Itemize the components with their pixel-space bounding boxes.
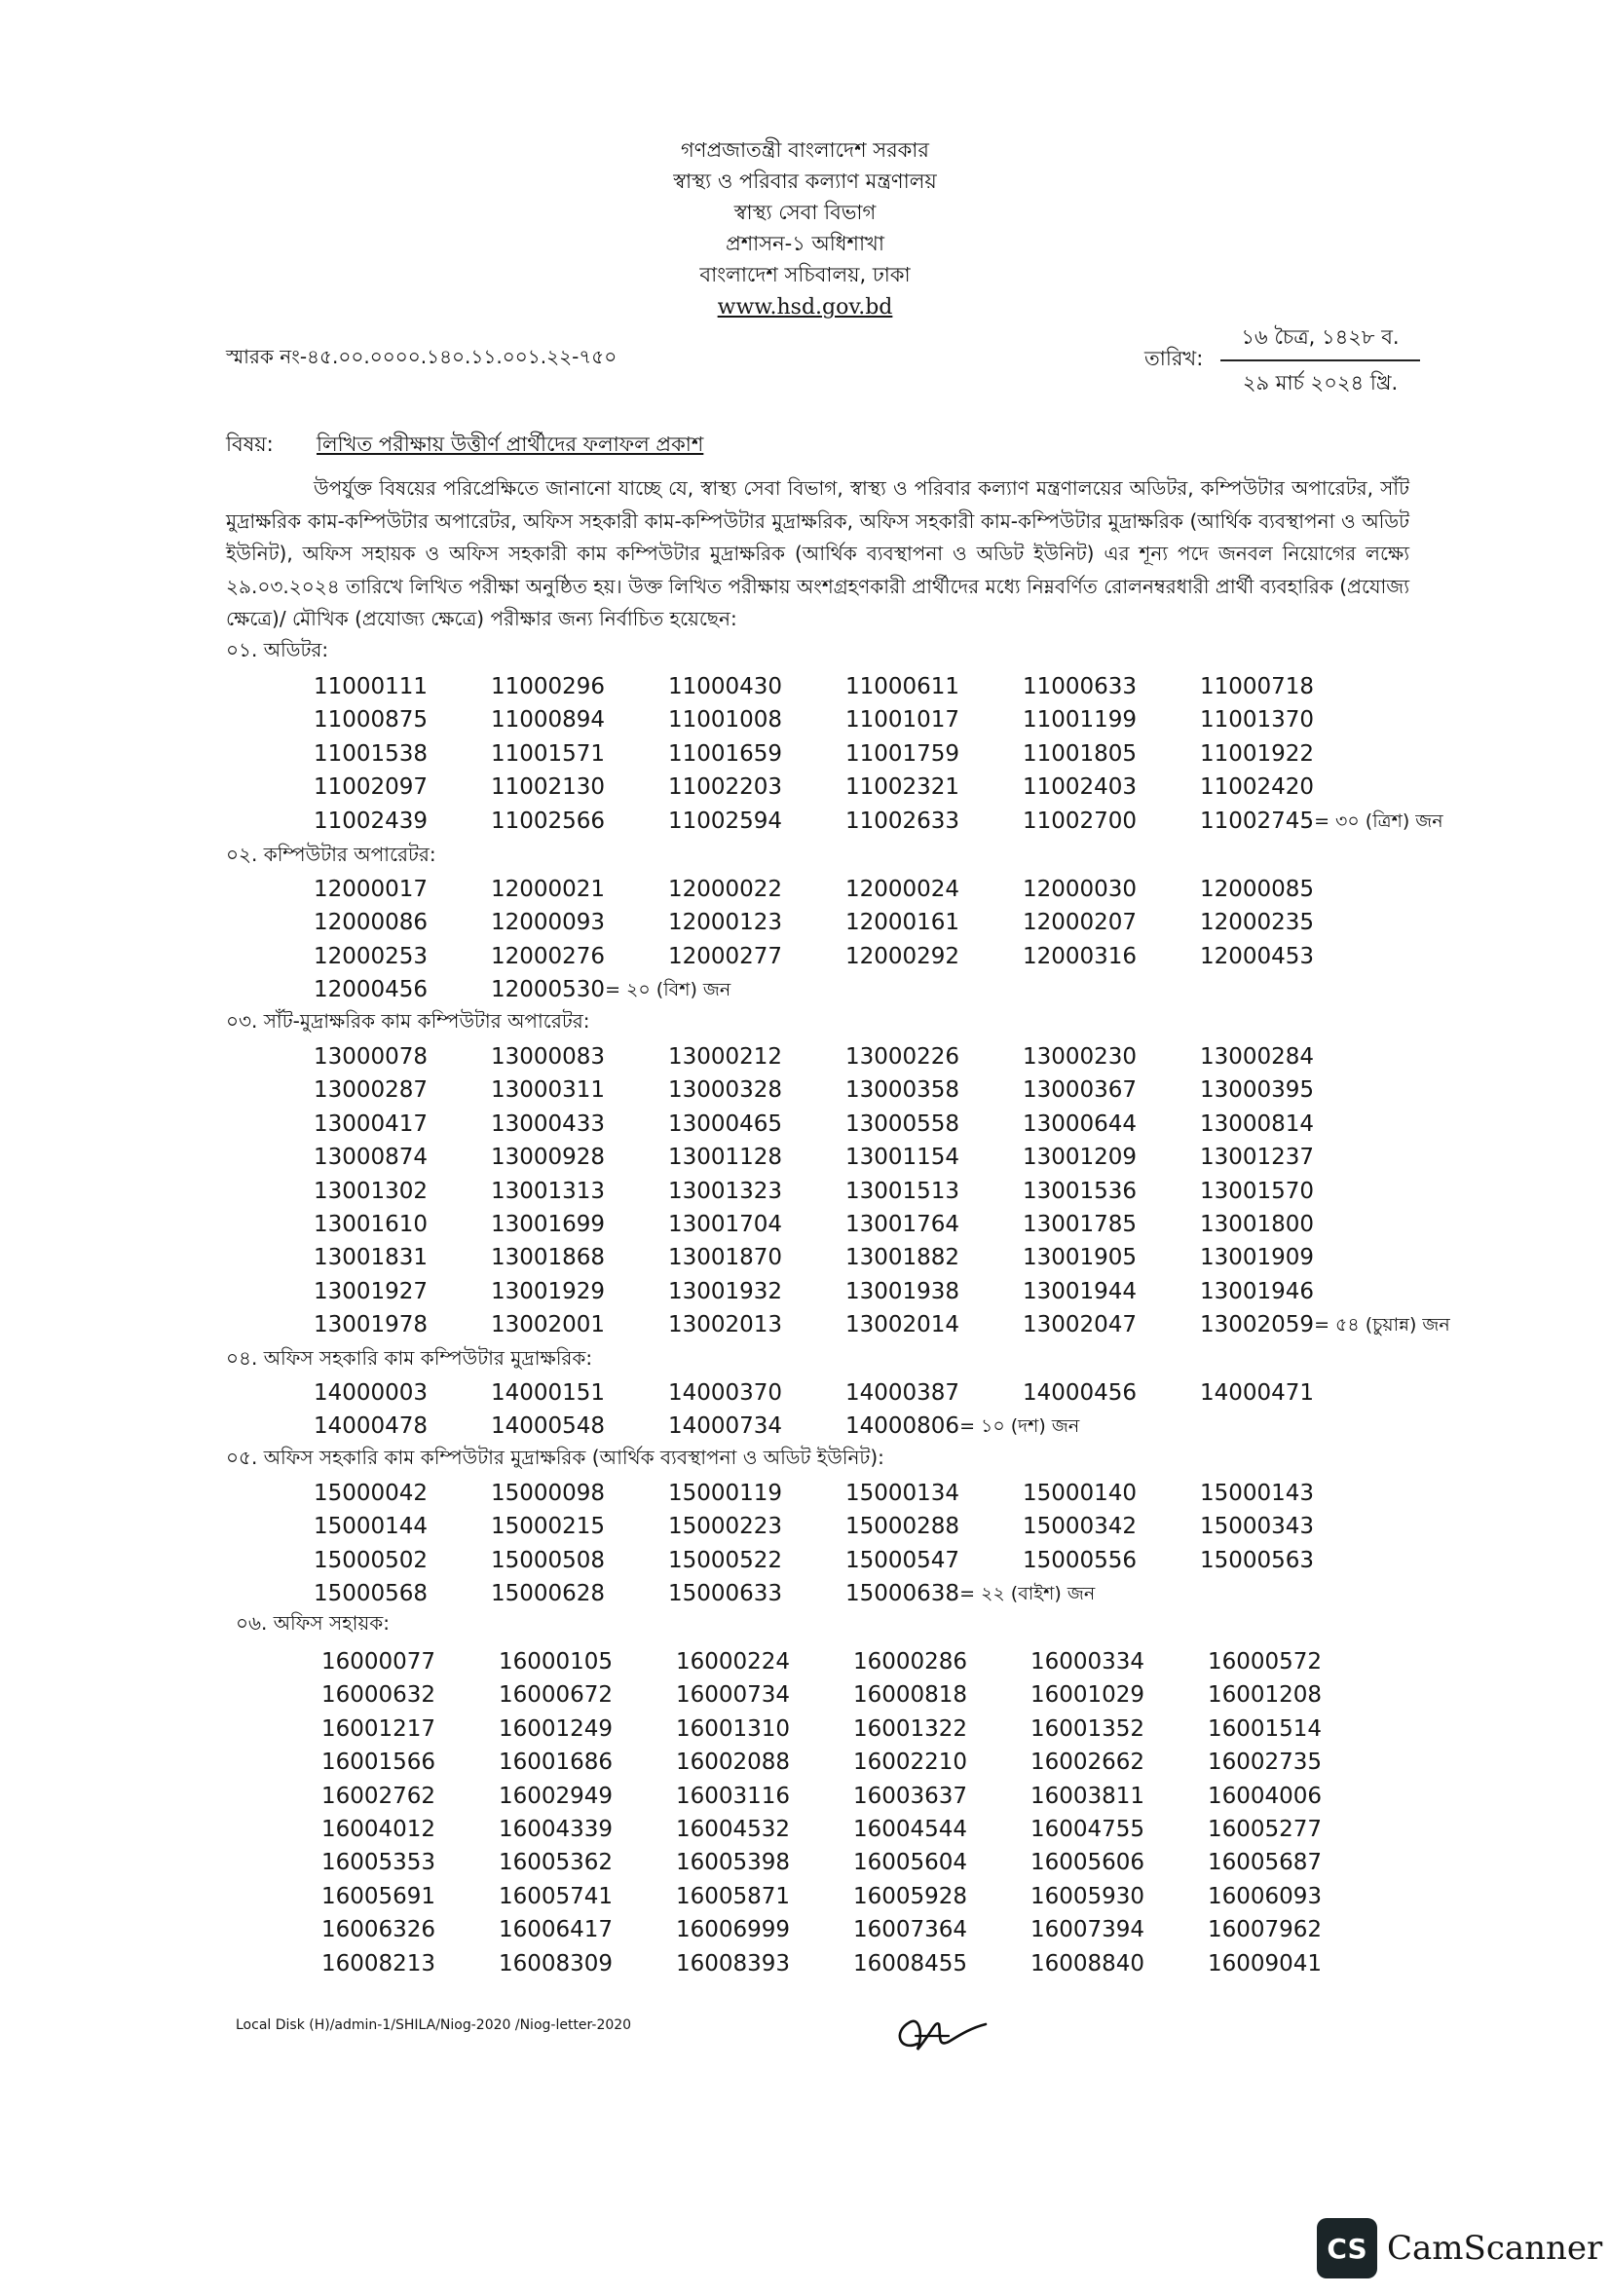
roll-number: 13001513 xyxy=(845,1178,960,1204)
roll-number: 12000456 xyxy=(314,977,429,1003)
letterhead xyxy=(0,134,1610,323)
roll-row xyxy=(314,703,1443,736)
roll-number: 11002403 xyxy=(1023,774,1138,801)
roll-number: 15000143 xyxy=(1200,1481,1315,1506)
roll-number: 11001571 xyxy=(491,740,606,767)
roll-number: 16000224 xyxy=(676,1649,791,1675)
roll-number: 13001764 xyxy=(845,1211,960,1237)
roll-number: 14000478 xyxy=(314,1413,429,1440)
roll-number: 13000287 xyxy=(314,1077,429,1104)
roll-number: 13001944 xyxy=(1023,1278,1138,1304)
roll-number: 13001785 xyxy=(1023,1211,1138,1237)
roll-number: 13001882 xyxy=(845,1245,960,1271)
roll-number: 13001699 xyxy=(491,1211,606,1237)
roll-number: 14000806 xyxy=(845,1413,960,1440)
roll-number: 16002210 xyxy=(853,1750,968,1776)
memo-number: স্মারক নং-৪৫.০০.০০০০.১৪০.১১.০০১.২২-৭৫০ xyxy=(226,345,618,368)
roll-number: 16005362 xyxy=(499,1850,614,1876)
subject-label: বিষয়: xyxy=(226,433,274,456)
website-link[interactable]: www.hsd.gov.bd xyxy=(717,295,893,320)
roll-number: 11002566 xyxy=(491,808,606,834)
roll-number: 12000017 xyxy=(314,877,429,902)
roll-number: 16002088 xyxy=(676,1750,791,1776)
roll-row xyxy=(314,1241,1450,1274)
roll-row xyxy=(314,1510,1377,1543)
roll-number: 16001566 xyxy=(321,1750,436,1776)
roll-number: 14000734 xyxy=(668,1413,783,1440)
roll-number: 15000223 xyxy=(668,1514,783,1540)
roll-number: 12000030 xyxy=(1023,877,1138,902)
roll-number: 16005930 xyxy=(1030,1883,1145,1909)
file-path-footer: Local Disk (H)/admin-1/SHILA/Niog-2020 /Niog-letter-2020 xyxy=(236,2017,632,2033)
roll-number: 15000556 xyxy=(1023,1547,1138,1573)
wing-name: প্রশাসন-১ অধিশাখা xyxy=(726,232,884,255)
roll-row xyxy=(314,1577,1377,1610)
roll-number: 13000928 xyxy=(491,1145,606,1171)
roll-number: 11002420 xyxy=(1200,774,1315,801)
roll-row xyxy=(314,1376,1377,1410)
roll-number: 11001199 xyxy=(1023,707,1138,734)
roll-number: 14000548 xyxy=(491,1413,606,1440)
govt-name: গণপ্রজাতন্ত্রী বাংলাদেশ সরকার xyxy=(681,138,929,162)
roll-number: 12000024 xyxy=(845,877,960,902)
date-block xyxy=(1220,321,1420,401)
roll-number: 13001909 xyxy=(1200,1245,1315,1271)
roll-number: 15000633 xyxy=(668,1581,783,1607)
roll-number: 12000316 xyxy=(1023,943,1138,969)
roll-number: 11001659 xyxy=(668,740,783,767)
roll-number: 16008455 xyxy=(853,1950,968,1976)
roll-number: 12000093 xyxy=(491,910,606,936)
roll-number: 16006326 xyxy=(321,1917,436,1943)
roll-number: 13002014 xyxy=(845,1312,960,1338)
roll-number: 13001800 xyxy=(1200,1211,1315,1237)
subject-text: লিখিত পরীক্ষায় উত্তীর্ণ প্রার্থীদের ফলাফল প্রকাশ xyxy=(317,433,704,456)
roll-number: 12000161 xyxy=(845,910,960,936)
roll-row xyxy=(314,1208,1450,1241)
roll-list-stenographer xyxy=(314,1040,1450,1342)
roll-number: 12000253 xyxy=(314,943,429,969)
roll-number: 13000367 xyxy=(1023,1077,1138,1104)
roll-list-auditor xyxy=(314,670,1443,838)
roll-number: 12000292 xyxy=(845,943,960,969)
section-total: = ৩০ (ত্রিশ) জন xyxy=(1314,809,1443,832)
roll-number: 14000387 xyxy=(845,1380,960,1406)
roll-number: 11001922 xyxy=(1200,740,1315,767)
section-title-office-assistant-finance: ০৫. অফিস সহকারি কাম কম্পিউটার মুদ্রাক্ষরিক (আর্থিক ব্যবস্থাপনা ও অডিট ইউনিট): xyxy=(226,1446,884,1469)
roll-number: 15000568 xyxy=(314,1581,429,1607)
roll-number: 16001208 xyxy=(1208,1682,1323,1709)
roll-number: 16005928 xyxy=(853,1883,968,1909)
roll-number: 16001352 xyxy=(1030,1715,1145,1742)
roll-number: 11000430 xyxy=(668,674,783,699)
roll-number: 13000465 xyxy=(668,1110,783,1137)
roll-row xyxy=(314,940,1377,973)
roll-number: 11000718 xyxy=(1200,674,1315,699)
roll-number: 16000672 xyxy=(499,1682,614,1709)
roll-row xyxy=(314,1175,1450,1208)
section-title-computer-operator: ০২. কম্পিউটার অপারেটর: xyxy=(226,843,436,866)
section-title-auditor: ০১. অডিটর: xyxy=(226,638,329,661)
roll-number: 16004012 xyxy=(321,1816,436,1842)
roll-number: 16008213 xyxy=(321,1950,436,1976)
roll-number: 15000215 xyxy=(491,1514,606,1540)
roll-number: 12000021 xyxy=(491,877,606,902)
roll-number: 16000286 xyxy=(853,1649,968,1675)
roll-number: 16006093 xyxy=(1208,1883,1323,1909)
roll-row xyxy=(314,805,1443,838)
roll-number: 13001868 xyxy=(491,1245,606,1271)
roll-number: 13002001 xyxy=(491,1312,606,1338)
roll-number: 16001686 xyxy=(499,1750,614,1776)
roll-number: 13001323 xyxy=(668,1178,783,1204)
roll-number: 13002059 xyxy=(1200,1312,1315,1338)
roll-number: 15000144 xyxy=(314,1514,429,1540)
roll-number: 16002762 xyxy=(321,1783,436,1809)
roll-row xyxy=(321,1713,1385,1746)
roll-number: 13001929 xyxy=(491,1278,606,1304)
roll-number: 16005353 xyxy=(321,1850,436,1876)
roll-number: 11001759 xyxy=(845,740,960,767)
roll-number: 13000814 xyxy=(1200,1110,1315,1137)
roll-number: 13000433 xyxy=(491,1110,606,1137)
roll-row xyxy=(314,1141,1450,1174)
roll-number: 13000284 xyxy=(1200,1044,1315,1070)
body-paragraph: উপর্যুক্ত বিষয়ের পরিপ্রেক্ষিতে জানানো যাচ্ছে যে, স্বাস্থ্য সেবা বিভাগ, স্বাস্থ্য ও পরিবার কল্যাণ মন্ত্রণালয়ের অডিটর, কম্পিউটার অপারেটর, সাঁট মুদ্রাক্ষরিক কাম-কম্পিউটার অপারেটর, অফিস সহকারী কাম-কম্পিউটার মুদ্রাক্ষরিক, অফিস সহকারী কাম-কম্পিউটার মুদ্রাক্ষরিক (আর্থিক ব্যবস্থাপনা ও অডিট ইউনিট), অফিস সহায়ক ও অফিস সহকারী কাম কম্পিউটার মুদ্রাক্ষরিক (আর্থিক ব্যবস্থাপনা ও অডিট ইউনিট) এর শূন্য পদে জনবল নিয়োগের লক্ষ্যে ২৯.০৩.২০২৪ তারিখে লিখিত পরীক্ষা অনুষ্ঠিত হয়। উক্ত লিখিত পরীক্ষায় অংশগ্রহণকারী প্রার্থীদের মধ্যে নিম্নবর্ণিত রোলনম্বরধারী প্রার্থী ব্যবহারিক (প্রযোজ্য ক্ষেত্রে)/ মৌখিক (প্রযোজ্য ক্ষেত্রে) পরীক্ষার জন্য নির্বাচিত হয়েছেন: xyxy=(226,476,1409,630)
section-total: = ১০ (দশ) জন xyxy=(959,1415,1080,1438)
roll-number: 16005687 xyxy=(1208,1850,1323,1876)
roll-number: 16005277 xyxy=(1208,1816,1323,1842)
roll-number: 16000077 xyxy=(321,1649,436,1675)
roll-number: 11001017 xyxy=(845,707,960,734)
roll-number: 13000311 xyxy=(491,1077,606,1104)
roll-row xyxy=(314,1040,1450,1073)
roll-row xyxy=(314,1410,1377,1443)
roll-number: 14000151 xyxy=(491,1380,606,1406)
roll-number: 11002594 xyxy=(668,808,783,834)
roll-row xyxy=(314,1073,1450,1107)
roll-number: 13001831 xyxy=(314,1245,429,1271)
roll-number: 14000003 xyxy=(314,1380,429,1406)
roll-number: 13002047 xyxy=(1023,1312,1138,1338)
roll-number: 11000633 xyxy=(1023,674,1138,699)
roll-number: 11000111 xyxy=(314,674,429,699)
roll-number: 13001154 xyxy=(845,1145,960,1171)
roll-number: 16002949 xyxy=(499,1783,614,1809)
roll-number: 16000334 xyxy=(1030,1649,1145,1675)
roll-number: 15000342 xyxy=(1023,1514,1138,1540)
roll-number: 16003116 xyxy=(676,1783,791,1809)
roll-number: 16002735 xyxy=(1208,1750,1323,1776)
roll-number: 11002633 xyxy=(845,808,960,834)
roll-number: 11002130 xyxy=(491,774,606,801)
roll-number: 13001927 xyxy=(314,1278,429,1304)
roll-number: 13001704 xyxy=(668,1211,783,1237)
section-total: = ৫৪ (চুয়ান্ন) জন xyxy=(1314,1314,1450,1336)
roll-number: 12000207 xyxy=(1023,910,1138,936)
roll-number: 16006999 xyxy=(676,1917,791,1943)
roll-list-office-assistant-finance xyxy=(314,1477,1377,1611)
roll-number: 12000530 xyxy=(491,977,606,1003)
roll-number: 16007962 xyxy=(1208,1917,1323,1943)
roll-number: 16000105 xyxy=(499,1649,614,1675)
roll-row xyxy=(314,1544,1377,1577)
roll-number: 13001978 xyxy=(314,1312,429,1338)
roll-number: 16009041 xyxy=(1208,1950,1323,1976)
roll-number: 11001370 xyxy=(1200,707,1315,734)
roll-number: 14000370 xyxy=(668,1380,783,1406)
roll-number: 16002662 xyxy=(1030,1750,1145,1776)
roll-number: 13000226 xyxy=(845,1044,960,1070)
roll-number: 16000632 xyxy=(321,1682,436,1709)
roll-number: 16006417 xyxy=(499,1917,614,1943)
roll-number: 11001538 xyxy=(314,740,429,767)
roll-number: 12000453 xyxy=(1200,943,1315,969)
roll-number: 15000628 xyxy=(491,1581,606,1607)
roll-number: 12000123 xyxy=(668,910,783,936)
roll-number: 15000140 xyxy=(1023,1481,1138,1506)
roll-number: 13000328 xyxy=(668,1077,783,1104)
roll-number: 13001870 xyxy=(668,1245,783,1271)
roll-row xyxy=(314,1108,1450,1141)
roll-number: 11002203 xyxy=(668,774,783,801)
roll-number: 11000875 xyxy=(314,707,429,734)
signature-mark xyxy=(888,2007,995,2065)
roll-number: 15000134 xyxy=(845,1481,960,1506)
date-label: তারিখ: xyxy=(1144,347,1204,370)
roll-number: 12000085 xyxy=(1200,877,1315,902)
roll-number: 12000276 xyxy=(491,943,606,969)
roll-number: 11002321 xyxy=(845,774,960,801)
roll-number: 13001302 xyxy=(314,1178,429,1204)
roll-number: 16003811 xyxy=(1030,1783,1145,1809)
roll-number: 16007364 xyxy=(853,1917,968,1943)
roll-number: 15000638 xyxy=(845,1581,960,1607)
roll-number: 16005604 xyxy=(853,1850,968,1876)
roll-row xyxy=(321,1913,1385,1946)
roll-number: 13000644 xyxy=(1023,1110,1138,1137)
roll-number: 12000235 xyxy=(1200,910,1315,936)
roll-number: 16005741 xyxy=(499,1883,614,1909)
roll-number: 15000508 xyxy=(491,1547,606,1573)
roll-number: 11000611 xyxy=(845,674,960,699)
roll-number: 11002700 xyxy=(1023,808,1138,834)
roll-row xyxy=(321,1780,1385,1813)
roll-number: 15000288 xyxy=(845,1514,960,1540)
roll-row xyxy=(314,906,1377,939)
roll-number: 15000502 xyxy=(314,1547,429,1573)
roll-number: 13001932 xyxy=(668,1278,783,1304)
roll-number: 15000042 xyxy=(314,1481,429,1506)
roll-number: 13001128 xyxy=(668,1145,783,1171)
roll-number: 13001610 xyxy=(314,1211,429,1237)
section-total: = ২০ (বিশ) জন xyxy=(605,979,731,1001)
roll-number: 13000078 xyxy=(314,1044,429,1070)
roll-number: 16004339 xyxy=(499,1816,614,1842)
roll-number: 15000343 xyxy=(1200,1514,1315,1540)
roll-number: 16001322 xyxy=(853,1715,968,1742)
roll-number: 16001217 xyxy=(321,1715,436,1742)
roll-row xyxy=(321,1645,1385,1678)
roll-number: 15000119 xyxy=(668,1481,783,1506)
camscanner-name: CamScanner xyxy=(1387,2229,1603,2268)
roll-number: 13000417 xyxy=(314,1110,429,1137)
division-name: স্বাস্থ্য সেবা বিভাগ xyxy=(733,201,877,224)
roll-number: 13000212 xyxy=(668,1044,783,1070)
roll-number: 16005871 xyxy=(676,1883,791,1909)
roll-number: 16004755 xyxy=(1030,1816,1145,1842)
ministry-name: স্বাস্থ্য ও পরিবার কল্যাণ মন্ত্রণালয় xyxy=(673,169,937,193)
roll-row xyxy=(321,1880,1385,1913)
roll-row xyxy=(314,1477,1377,1510)
roll-number: 12000086 xyxy=(314,910,429,936)
roll-number: 16005398 xyxy=(676,1850,791,1876)
roll-number: 11002745 xyxy=(1200,808,1315,834)
roll-number: 16004532 xyxy=(676,1816,791,1842)
roll-number: 13001313 xyxy=(491,1178,606,1204)
roll-row xyxy=(314,1275,1450,1308)
roll-number: 15000522 xyxy=(668,1547,783,1573)
roll-number: 16000572 xyxy=(1208,1649,1323,1675)
section-total: = ২২ (বাইশ) জন xyxy=(959,1583,1096,1605)
roll-number: 13001946 xyxy=(1200,1278,1315,1304)
roll-number: 15000547 xyxy=(845,1547,960,1573)
roll-row xyxy=(314,771,1443,804)
roll-number: 13001237 xyxy=(1200,1145,1315,1171)
roll-row xyxy=(321,1947,1385,1980)
roll-row xyxy=(314,873,1377,906)
roll-number: 14000471 xyxy=(1200,1380,1315,1406)
roll-number: 16001514 xyxy=(1208,1715,1323,1742)
roll-number: 13001536 xyxy=(1023,1178,1138,1204)
roll-number: 16008309 xyxy=(499,1950,614,1976)
date-english: ২৯ মার্চ ২০২৪ খ্রি. xyxy=(1242,371,1399,395)
date-bangla: ১৬ চৈত্র, ১৪২৮ ব. xyxy=(1220,321,1420,361)
roll-number: 16001249 xyxy=(499,1715,614,1742)
roll-number: 12000022 xyxy=(668,877,783,902)
roll-number: 13000558 xyxy=(845,1110,960,1137)
roll-number: 16005606 xyxy=(1030,1850,1145,1876)
roll-number: 13001209 xyxy=(1023,1145,1138,1171)
subject-line xyxy=(226,429,704,463)
section-title-stenographer: ০৩. সাঁট-মুদ্রাক্ষরিক কাম কম্পিউটার অপারেটর: xyxy=(226,1009,590,1033)
roll-number: 11001805 xyxy=(1023,740,1138,767)
roll-number: 12000277 xyxy=(668,943,783,969)
roll-number: 13000358 xyxy=(845,1077,960,1104)
roll-list-office-helper xyxy=(321,1645,1385,1980)
roll-number: 16001310 xyxy=(676,1715,791,1742)
roll-number: 16005691 xyxy=(321,1883,436,1909)
roll-number: 13001570 xyxy=(1200,1178,1315,1204)
roll-number: 11002097 xyxy=(314,774,429,801)
camscanner-logo-icon: CS xyxy=(1317,2218,1377,2278)
roll-row xyxy=(321,1846,1385,1879)
roll-list-computer-operator xyxy=(314,873,1377,1007)
roll-number: 13000230 xyxy=(1023,1044,1138,1070)
roll-number: 16004006 xyxy=(1208,1783,1323,1809)
roll-number: 16007394 xyxy=(1030,1917,1145,1943)
roll-number: 16008840 xyxy=(1030,1950,1145,1976)
roll-number: 13002013 xyxy=(668,1312,783,1338)
roll-row xyxy=(314,737,1443,771)
roll-number: 11000296 xyxy=(491,674,606,699)
roll-number: 13000874 xyxy=(314,1145,429,1171)
roll-row xyxy=(321,1746,1385,1779)
roll-number: 11000894 xyxy=(491,707,606,734)
roll-row xyxy=(314,1308,1450,1341)
roll-number: 16004544 xyxy=(853,1816,968,1842)
roll-row xyxy=(314,670,1443,703)
roll-number: 13001938 xyxy=(845,1278,960,1304)
roll-number: 13000083 xyxy=(491,1044,606,1070)
roll-list-office-assistant xyxy=(314,1376,1377,1444)
section-title-office-assistant: ০৪. অফিস সহকারি কাম কম্পিউটার মুদ্রাক্ষরিক: xyxy=(226,1346,593,1370)
office-address: বাংলাদেশ সচিবালয়, ঢাকা xyxy=(699,263,911,286)
roll-number: 16001029 xyxy=(1030,1682,1145,1709)
roll-number: 16003637 xyxy=(853,1783,968,1809)
roll-row xyxy=(321,1678,1385,1712)
roll-number: 15000563 xyxy=(1200,1547,1315,1573)
roll-number: 16008393 xyxy=(676,1950,791,1976)
roll-number: 16000818 xyxy=(853,1682,968,1709)
roll-number: 11001008 xyxy=(668,707,783,734)
roll-number: 16000734 xyxy=(676,1682,791,1709)
roll-number: 11002439 xyxy=(314,808,429,834)
roll-number: 15000098 xyxy=(491,1481,606,1506)
roll-row xyxy=(321,1813,1385,1846)
camscanner-watermark xyxy=(1317,2229,1603,2296)
roll-number: 13000395 xyxy=(1200,1077,1315,1104)
roll-number: 14000456 xyxy=(1023,1380,1138,1406)
roll-row xyxy=(314,973,1377,1006)
section-title-office-helper: ০৬. অফিস সহায়ক: xyxy=(236,1611,390,1635)
roll-number: 13001905 xyxy=(1023,1245,1138,1271)
